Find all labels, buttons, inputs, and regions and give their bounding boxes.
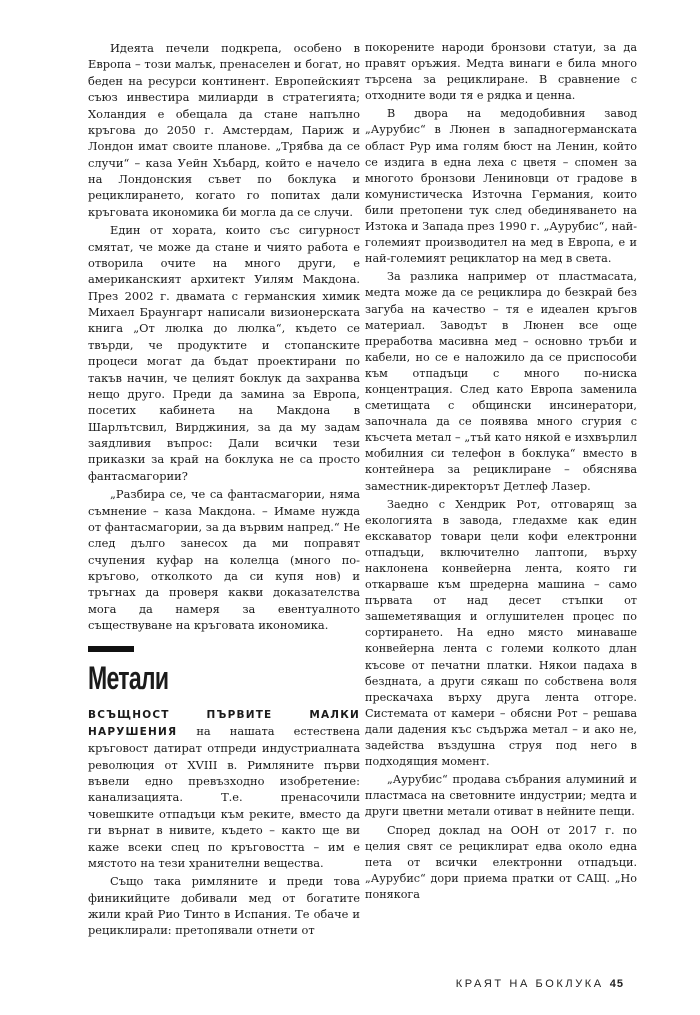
paragraph: Според доклад на ООН от 2017 г. по целия свят се рециклират едва около една пета от всички електронни отпадъци. „Аурубис“ дори приема пратки от САЩ. „Но понякога [365,823,637,901]
paragraph: За разлика например от пластмасата, медта може да се рециклира до безкрай без загуба на качество – тя е идеален кръгов материал. Заводът в Люнен все още преработва масивна мед – основно тръби и кабели, но се е наложило да се приспособи към отпадъци с много по-ниска концентрация. След като Европа заменила сметищата с общински инсинератори, започнала да се появява много сгурия с късчета метал – „тъй като някой е изхвърлил мобилния си телефон в боклука“ вместо в контейнера за рециклиране – обяснява заместник-директорът Детлеф Лазер. [365,270,637,493]
paragraph: покорените народи бронзови статуи, за да правят оръжия. Медта винаги е била много търсена за рециклиране. В сравнение с отходните води тя е рядка и ценна. [365,41,637,103]
right-column [365,40,637,905]
left-column [88,40,360,941]
section-lead-paragraph [88,706,360,872]
paragraph: „Аурубис“ продава събрания алуминий и пластмаса на световните индустрии; медта и други цветни метали отиват в нейните пещи. [365,773,637,819]
page-footer [456,978,624,990]
page-number: 45 [609,978,624,990]
paragraph: Заедно с Хендрик Рот, отговарящ за екологията в завода, гледахме как един екскаватор товари цели кофи електронни отпадъци, включително лаптопи, върху наклонена конвейерна лента, която ги откарваше към шредерна машина – само първата от над десет стъпки от зашеметяващия и оглушителен процес по сортирането. На едно място минаваше конвейерна лента с големи колкото длан късове от печатни платки. Някои падаха в бездната, а други сякаш по собствена воля прескачаха върху друга лента отгоре. Системата от камери – обясни Рот – решава дали дадения къс съдържа метал – и ако не, задейства въздушна струя под него в подходящия момент. [365,497,637,769]
paragraph: „Разбира се, че са фантасмагории, няма съмнение – каза Макдона. – Имаме нужда от фантасмагории, за да вървим напред.“ Не след дълго занесох да ми поправят счупения куфар на колелца (много по-кръгово, отколкото да си купя нов) и тръгнах да проверя какви доказателства мога да намеря за евентуалното съществуване на кръговата икономика. [88,487,360,633]
section-title: Метали [88,659,169,696]
paragraph: Също така римляните и преди това финикийците добивали мед от богатите жили край Рио Тинто в Испания. Те обаче и рециклирали: претопявали отнети от [88,874,360,938]
paragraph: Идеята печели подкрепа, особено в Европа – този малък, пренаселен и богат, но беден на ресурси континент. Европейският съюз инвестира милиарди в стратегията; Холандия е обещала да стане напълно кръгова до 2050 г. Амстердам, Париж и Лондон имат своите планове. „Трябва да се случи“ – каза Уейн Хъбард, който е начело на Лондонския съвет по боклука и рециклирането, когато го попитах дали кръговата икономика би могла да се случи. [88,41,360,219]
paragraph: В двора на медодобивния завод „Аурубис“ в Люнен в западногерманската област Рур има голям бюст на Ленин, който се издига в една леха с цветя – спомен за многото бронзови Лениновци от градове в комунистическа Източна Германия, които били претопени тук след обединяването на Изтока и Запада през 1990 г. „Аурубис“, най-големият производител на мед в Европа, е и най-големият рециклатор на мед в света. [365,107,637,266]
running-title: КРАЯТ НА БОКЛУКА [455,978,604,990]
paragraph: Един от хората, които със сигурност смятат, че може да стане и чиято работа е отворила очите на много други, е американският архитект Уилям Макдона. През 2002 г. двамата с германския химик Михаел Браунгарт написали визионерската книга „От люлка до люлка“, където се твърди, че продуктите и стопанските процеси могат да бъдат проектирани по такъв начин, че целият боклук да захранва нещо друго. Преди да замина за Европа, посетих кабинета на Макдона в Шарлътсвил, Вирджиния, за да му задам заядливия въпрос: Дали всички тези приказки за край на боклука не са просто фантасмагории? [88,223,360,483]
section-rule [88,646,134,652]
paragraph-text: на нашата естествена кръговост датират отпреди индустриалната революция от XVIII в. Римляните първи въвели едно превъзходно изобретение: канализацията. Т.е. пренасочили човешките отпадъци към реките, вместо да ги върнат в нивите, където – както ще ви каже всеки спец по кръговостта – им е мястото на тези хранителни вещества. [88,723,360,870]
lead-in-text: ВСЪЩНОСТ ПЪРВИТЕ МАЛКИ НАРУШЕНИЯ [88,708,360,738]
